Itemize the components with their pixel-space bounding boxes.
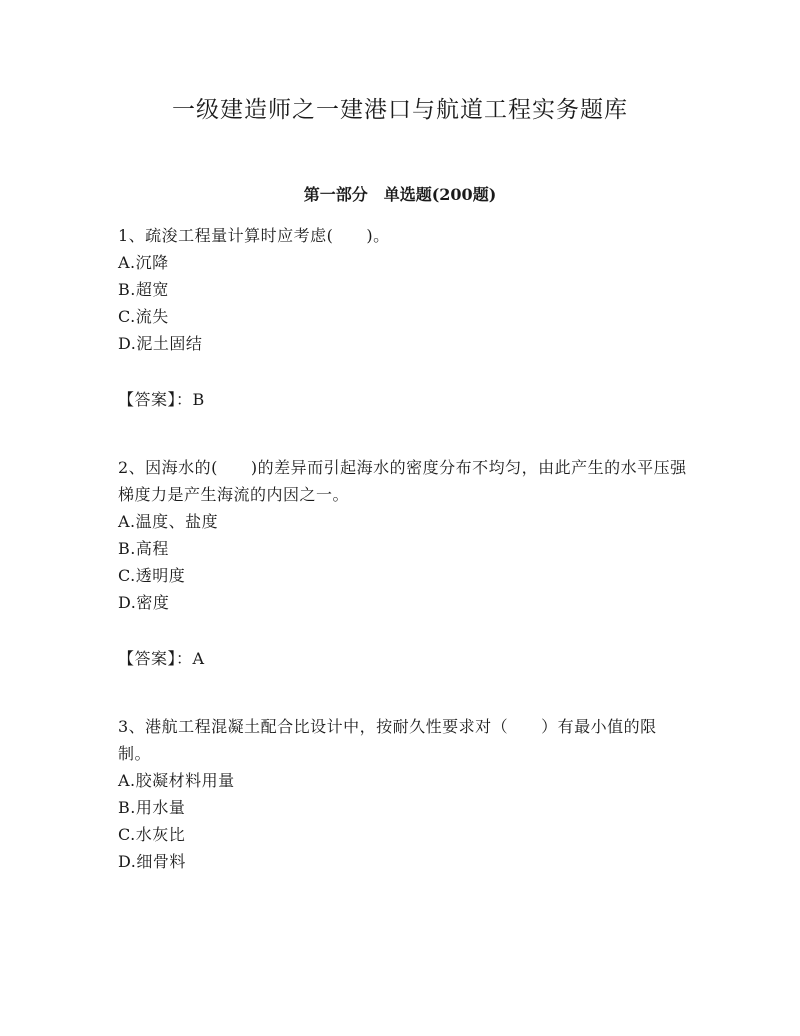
option-b: B.用水量 [118, 798, 186, 817]
option-d: D.泥土固结 [118, 334, 203, 353]
option-a: A.胶凝材料用量 [118, 771, 235, 790]
option-d: D.密度 [118, 593, 170, 612]
question-3 [118, 713, 688, 875]
question-1 [118, 222, 688, 357]
answer-2: 【答案】：A [118, 649, 205, 668]
option-a: A.温度、盐度 [118, 512, 219, 531]
question-stem: 3、港航工程混凝土配合比设计中，按耐久性要求对（ ）有最小值的限制。 [118, 717, 657, 763]
section-title: 第一部分 单选题(200题) [303, 185, 497, 204]
option-a: A.沉降 [118, 253, 169, 272]
question-stem: 2、因海水的( )的差异而引起海水的密度分布不均匀，由此产生的水平压强梯度力是产生海流的内因之一。 [118, 458, 687, 504]
option-d: D.细骨料 [118, 852, 186, 871]
document-title: 一级建造师之一建港口与航道工程实务题库 [172, 97, 628, 123]
option-b: B.超宽 [118, 280, 169, 299]
question-stem: 1、疏浚工程量计算时应考虑( )。 [118, 226, 390, 245]
option-b: B.高程 [118, 539, 169, 558]
option-c: C.水灰比 [118, 825, 186, 844]
question-2 [118, 454, 688, 616]
option-c: C.透明度 [118, 566, 186, 585]
answer-1: 【答案】：B [118, 390, 205, 409]
option-c: C.流失 [118, 307, 169, 326]
